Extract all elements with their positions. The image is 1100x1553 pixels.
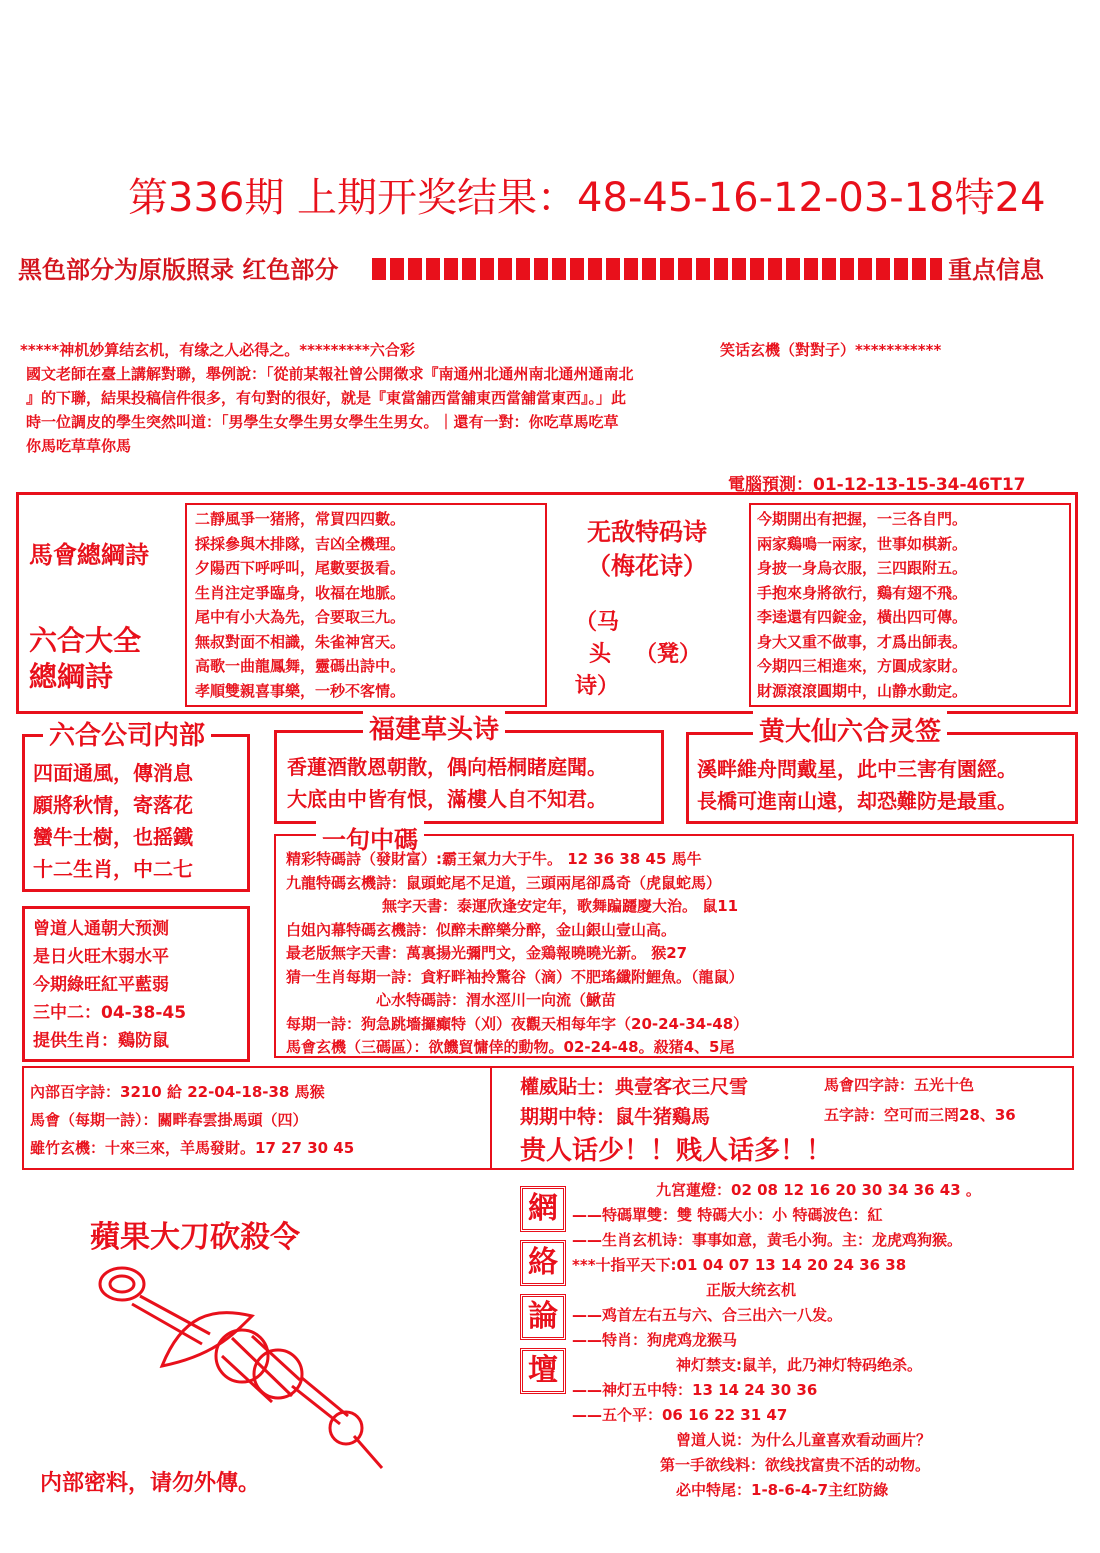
center-title-line: 无敌特码诗 xyxy=(587,518,707,546)
intro-line: 』的下聯，結果投稿信件很多，有句對的很好，就是『東當舖西當舖東西當舖當東西』。」此 xyxy=(26,389,627,407)
poem-line: 採採參與木排隊，吉凶全機理。 xyxy=(195,534,406,553)
center-title-line: （梅花诗） xyxy=(587,552,707,580)
fujian-title: 福建草头诗 xyxy=(363,709,505,746)
poem-line: 孝順雙親喜事樂，一秒不客情。 xyxy=(195,681,406,700)
color-note-left: 黑色部分为原版照录 红色部分 xyxy=(18,256,339,284)
forum-line: 必中特尾：1-8-6-4-7主红防綠 xyxy=(676,1481,889,1499)
poem-left-box xyxy=(185,503,547,707)
forum-line: ——生肖玄机诗：事事如意，黄毛小狗。主：龙虎鸡狗猴。 xyxy=(572,1231,963,1249)
intro-body xyxy=(26,362,1096,458)
poem-line: 財源滾滾圓期中，山静水動定。 xyxy=(757,681,968,700)
forum-line: ——鸡首左右五与六、合三出六一八发。 xyxy=(572,1306,843,1324)
forum-line: ——特碼單雙：雙 特碼大小：小 特碼波色：紅 xyxy=(572,1206,883,1224)
yjzm-line: 心水特碼詩：渭水涇川一向流（鰍苗 xyxy=(376,991,617,1009)
forum-line: ——特肖：狗虎鸡龙猴马 xyxy=(572,1331,738,1349)
huang-title: 黄大仙六合灵签 xyxy=(753,711,947,748)
forum-line: 曾道人说：为什么儿童喜欢看动画片？ xyxy=(676,1431,932,1449)
color-note-right: 重点信息 xyxy=(948,256,1044,284)
forum-line: 九宮蓮燈：02 08 12 16 20 30 34 36 43 。 xyxy=(656,1181,981,1199)
yjzm-line: 九龍特碼玄機詩：鼠頭蛇尾不足道，三頭兩尾卻爲奇（虎鼠蛇馬） xyxy=(286,873,722,892)
forum-lines xyxy=(572,1178,981,1503)
forum-line: 神灯禁支:鼠羊，此乃神灯特码绝杀。 xyxy=(676,1356,923,1374)
forum-char: 壇 xyxy=(520,1348,566,1394)
intro-right: 笑话玄機（對對子）*********** xyxy=(720,341,942,359)
info-left-line: 馬會（每期一詩）：關畔春雲掛馬頭（四） xyxy=(30,1111,308,1129)
intro-left: *****神机妙算结玄机，有缘之人必得之。*********六合彩 xyxy=(20,341,415,359)
info-band xyxy=(22,1066,1074,1170)
poem-line: 李逵還有四錠金，橫出四可傳。 xyxy=(757,608,968,626)
huang-box xyxy=(686,717,1078,824)
poem-line: 二靜風爭一猪將，常買四四數。 xyxy=(195,510,406,528)
zengdao-line: 今期綠旺紅平藍弱 xyxy=(33,975,169,995)
sword-icon xyxy=(92,1256,392,1476)
intro-line: 你馬吃草草你馬 xyxy=(26,437,132,455)
zengdao-line: 提供生肖：鷄防鼠 xyxy=(33,1031,169,1051)
poem-right-box xyxy=(749,503,1071,707)
authority-1b: 馬會四字詩：五光十色 xyxy=(824,1076,975,1094)
label-liuhe xyxy=(29,623,141,695)
fujian-lines xyxy=(287,751,607,815)
center-sub-line: 头 xyxy=(589,642,612,667)
poem-block xyxy=(16,492,1078,714)
forum-char: 網 xyxy=(520,1186,566,1232)
poem-line: 兩家鷄鳴一兩家，世事如棋新。 xyxy=(757,534,968,553)
company-line: 十二生肖，中二七 xyxy=(33,857,193,881)
yjzm-line: 每期一詩：狗急跳墻攞癲特（刈）夜觀天相每年字（20-24-34-48） xyxy=(286,1014,749,1033)
yjzm-line: 無字天書：泰運欣逢安定年，歌舞蹁躚慶大治。 鼠11 xyxy=(382,897,739,915)
zengdao-line: 三中二：04-38-45 xyxy=(33,1003,187,1023)
authority-2b: 五字詩：空可而三罔28、36 xyxy=(824,1106,1016,1124)
forum-line: ***十指平天下:01 04 07 13 14 20 24 36 38 xyxy=(572,1256,907,1274)
yjzm-line: 猜一生肖每期一詩：貪籽畔袖拎驚谷（滴）不肥瑤纖附鯉魚。（龍鼠） xyxy=(286,967,744,986)
forum-char: 絡 xyxy=(520,1240,566,1286)
yjzm-line: 最老版無字天書：萬裏揚光彌門文，金鶏報曉曉光新。 猴27 xyxy=(286,944,688,962)
center-sub-line: 诗） xyxy=(575,674,620,699)
computer-prediction: 電腦預測：01-12-13-15-34-46T17 xyxy=(728,475,1026,495)
label-mahui: 馬會總綱詩 xyxy=(29,541,149,569)
intro-line: 國文老師在臺上講解對聯，舉例說：「從前某報社曾公開徵求『南通州北通州南北通州通南北 xyxy=(26,365,634,383)
yijuzhongma-lines xyxy=(286,848,748,1060)
info-left-line: 內部百字詩：3210 給 22-04-18-38 馬猴 xyxy=(30,1083,325,1101)
yjzm-line: 白姐內幕特碼玄機詩：似醉未醉樂分醉，金山銀山壹山高。 xyxy=(286,920,677,939)
center-sub xyxy=(575,607,619,703)
yijuzhongma-box xyxy=(274,826,1074,1058)
forum-line: 第一手欲线料：欲线找富贵不活的动物。 xyxy=(660,1456,931,1474)
apple-title: 蘋果大刀砍殺令 xyxy=(90,1220,300,1255)
forum-line: ——神灯五中特：13 14 24 30 36 xyxy=(572,1381,818,1399)
company-title: 六合公司内部 xyxy=(43,715,211,752)
poem-line: 尾中有小大為先，合要取三九。 xyxy=(195,608,406,626)
poem-line: 身大又重不做事，才爲出師表。 xyxy=(757,632,968,651)
info-left-line: 雖竹玄機：十來三來，羊馬發財。17 27 30 45 xyxy=(30,1139,355,1157)
poem-line: 無叔對面不相識，朱雀神宮天。 xyxy=(195,632,406,651)
yjzm-line: 馬會玄機（三碼區）：欲饑貿慵倖的動物。02-24-48。殺猪4、5尾 xyxy=(286,1038,735,1056)
poem-line: 生肖注定爭臨身，收福在地脈。 xyxy=(195,583,406,602)
poem-line: 今期開出有把握，一三各自門。 xyxy=(757,510,968,528)
huang-lines xyxy=(697,753,1017,817)
yjzm-line: 精彩特碼詩（發財富）:霸王氣力大于牛。 12 36 38 45 馬牛 xyxy=(286,850,702,868)
forum-line: ——五个平：06 16 22 31 47 xyxy=(572,1406,788,1424)
company-line: 四面通風，傳消息 xyxy=(33,761,193,785)
zengdao-box xyxy=(22,906,250,1062)
scribble-overlay xyxy=(372,258,942,280)
intro-line: 時一位調皮的學生突然叫道：「男學生女學生男女學生生男女。｜還有一對：你吃草馬吃草 xyxy=(26,413,619,431)
zengdao-line: 是日火旺木弱水平 xyxy=(33,947,169,967)
fujian-line: 香蓮酒散恩朝散，偶向梧桐睹庭聞。 xyxy=(287,755,607,779)
poem-line: 今期四三相進來，方圓成家財。 xyxy=(757,657,968,675)
zengdao-line: 曾道人通朝大预测 xyxy=(33,919,169,939)
forum-line: 正版大统玄机 xyxy=(706,1281,797,1299)
company-line: 願將秋情，寄落花 xyxy=(33,793,193,817)
poem-line: 手抱來身將欲行，鷄有翅不飛。 xyxy=(757,583,968,602)
fujian-line: 大底由中皆有恨，滿樓人自不知君。 xyxy=(287,787,607,811)
yijuzhongma-title: 一句中碼 xyxy=(316,820,424,855)
label-liuhe-line: 總綱詩 xyxy=(29,660,114,693)
poem-line: 夕陽西下呼呼叫，尾數要扱看。 xyxy=(195,559,406,577)
huang-line: 長橋可進南山遠，却恐難防是最重。 xyxy=(697,789,1017,813)
info-divider xyxy=(490,1068,492,1168)
label-liuhe-line: 六合大全 xyxy=(29,624,142,657)
center-sub-deng: （凳） xyxy=(635,642,702,667)
info-left xyxy=(30,1078,354,1162)
page-title: 第336期 上期开奖结果：48-45-16-12-03-18特24 xyxy=(128,175,1046,221)
center-title xyxy=(557,515,737,583)
zengdao-lines xyxy=(33,915,186,1055)
poem-left xyxy=(195,507,405,703)
authority-2a: 期期中特：鼠牛猪鷄馬 xyxy=(520,1106,711,1128)
poem-line: 高歌一曲龍鳳舞，靈碼出詩中。 xyxy=(195,657,406,675)
company-line: 蠻牛士樹，也摇鐵 xyxy=(33,825,193,849)
authority-1a: 權威貼士：典壹客衣三尺雪 xyxy=(520,1076,749,1098)
company-box xyxy=(22,721,250,892)
fujian-box xyxy=(274,715,664,824)
poem-right xyxy=(757,507,967,703)
poem-line: 身披一身烏衣服，三四跟附五。 xyxy=(757,559,968,577)
intro-section xyxy=(20,338,1090,362)
huang-line: 溪畔維舟問戴星，此中三害有園經。 xyxy=(697,757,1017,781)
slogan: 贵人话少！！贱人话多！！ xyxy=(520,1136,833,1166)
center-sub-line: （马 xyxy=(575,610,620,635)
forum-char: 論 xyxy=(520,1294,566,1340)
company-lines xyxy=(33,757,193,885)
apple-footer: 内部密料，请勿外傳。 xyxy=(40,1471,261,1496)
forum-label xyxy=(520,1186,566,1402)
